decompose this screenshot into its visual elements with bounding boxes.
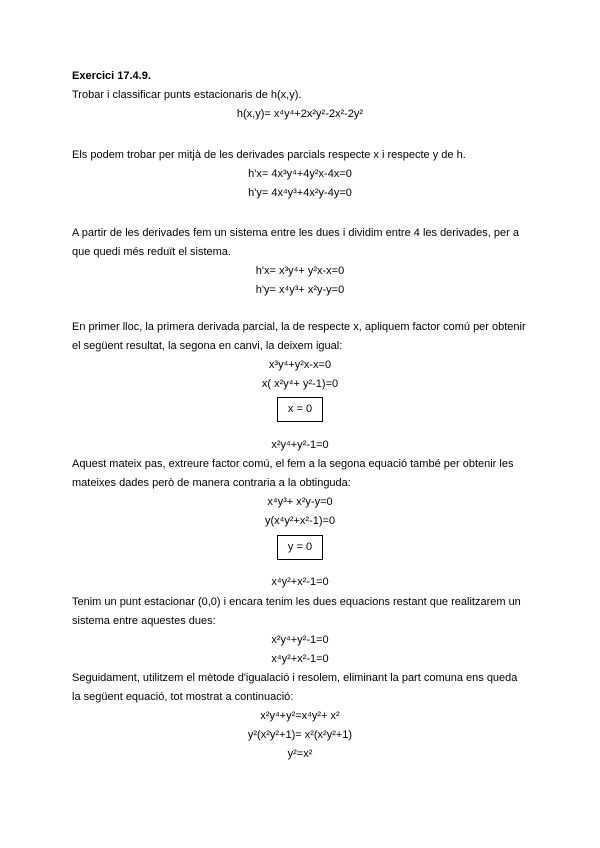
reduced-derivative-y: h'y= x⁴y³+ x²y-y=0: [255, 284, 345, 296]
equation-a3: x²y⁴+y²-1=0: [271, 439, 329, 451]
first-step-paragraph: En primer lloc, la primera derivada parcial, la de respecte x, apliquem factor comú per obtenir el següent resultat, la segona en canvi, la deixem igual:: [72, 321, 526, 352]
equation-b2: y(x⁴y²+x²-1)=0: [264, 515, 336, 527]
equation-d3: y²=x²: [287, 748, 313, 760]
equation-b3: x⁴y²+x²-1=0: [271, 576, 329, 588]
equation-a1: x³y⁴+y²x-x=0: [268, 359, 332, 371]
equation-a2: x( x²y⁴+ y²-1)=0: [261, 378, 339, 390]
equation-c1: x²y⁴+y²-1=0: [271, 634, 329, 646]
boxed-solution-y-row: [72, 535, 528, 560]
reduced-derivative-x: h'x= x³y⁴+ y²x-x=0: [255, 265, 345, 277]
same-step-paragraph: Aquest mateix pas, extreure factor comú, el fem a la segona equació també per obtenir les mateixes dades però de manera contraria a la obtinguda:: [72, 458, 514, 489]
exercise-title: Exercici 17.4.9.: [72, 70, 151, 82]
boxed-solution-x: x = 0: [277, 397, 323, 422]
stationary-point-paragraph: Tenim un punt estacionar (0,0) i encara tenim les dues equacions restant que realitzarem un sistema entre aquestes dues:: [72, 596, 521, 627]
equation-d1: x²y⁴+y²=x⁴y²+ x²: [260, 710, 340, 722]
equation-b1: x⁴y³+ x²y-y=0: [267, 496, 333, 508]
boxed-solution-y: y = 0: [277, 535, 323, 560]
equation-c2: x⁴y²+x²-1=0: [271, 653, 329, 665]
method-paragraph: Seguidament, utilitzem el mètode d'igualació i resolem, eliminant la part comuna ens queda la següent equació, tot mostrat a continuació:: [72, 672, 518, 703]
boxed-solution-x-row: [72, 397, 528, 422]
equation-d2: y²(x²y²+1)= x²(x²y²+1): [247, 729, 353, 741]
intro-text: Trobar i classificar punts estacionaris de h(x,y).: [72, 89, 302, 101]
derivatives-paragraph: Els podem trobar per mitjà de les derivades parcials respecte x i respecte y de h.: [72, 149, 466, 161]
function-definition: h(x,y)= x⁴y⁴+2x²y²-2x²-2y²: [236, 108, 364, 120]
system-paragraph: A partir de les derivades fem un sistema entre les dues i dividim entre 4 les derivades, per a que quedi més reduït el sistema.: [72, 227, 519, 258]
partial-derivative-y: h'y= 4x⁴y³+4x²y-4y=0: [248, 187, 352, 199]
partial-derivative-x: h'x= 4x³y⁴+4y²x-4x=0: [248, 168, 352, 180]
